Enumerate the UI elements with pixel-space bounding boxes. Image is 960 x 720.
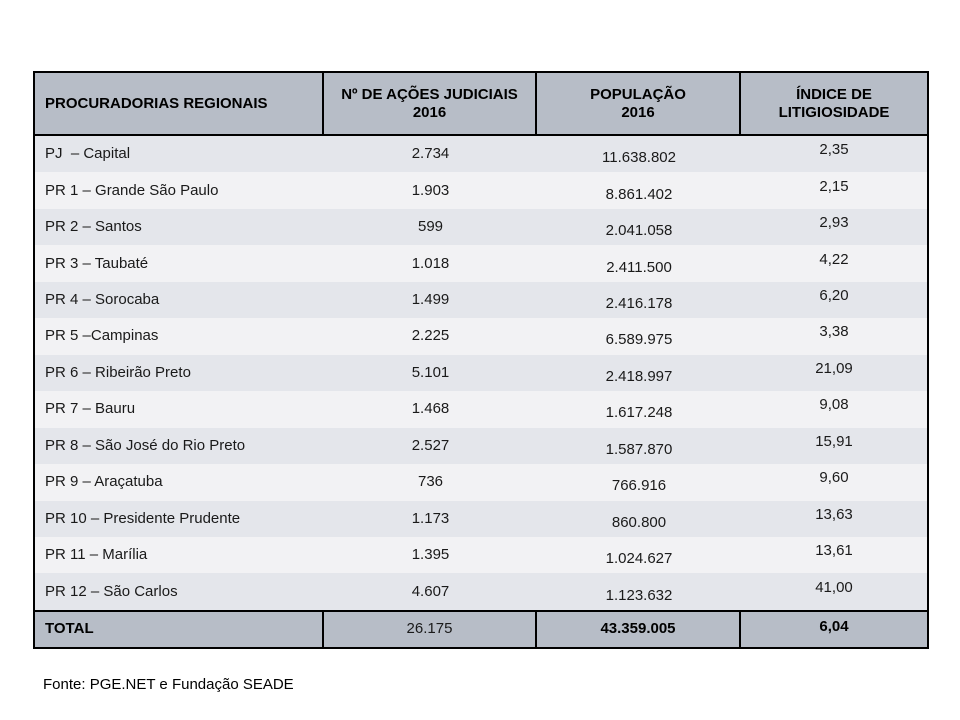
region-cell: PR 9 – Araçatuba xyxy=(45,473,163,491)
indice-cell xyxy=(741,209,927,245)
populacao-cell xyxy=(537,282,741,318)
column-header-procuradorias xyxy=(35,73,324,134)
populacao-value: 6.589.975 xyxy=(605,331,673,349)
populacao-value: 2.411.500 xyxy=(606,258,672,276)
table-row xyxy=(35,464,927,500)
indice-cell xyxy=(741,245,927,281)
indice-value: 6,20 xyxy=(819,287,849,305)
acoes-cell: 2.225 xyxy=(411,327,450,345)
populacao-cell xyxy=(537,209,741,245)
region-cell: PR 8 – São José do Rio Preto xyxy=(45,436,246,454)
populacao-cell xyxy=(537,245,741,281)
populacao-value: 766.916 xyxy=(611,477,667,495)
indice-cell xyxy=(741,573,927,609)
table-row xyxy=(35,172,927,208)
region-cell: PR 1 – Grande São Paulo xyxy=(45,181,219,199)
column-header-label: Nº DE AÇÕES JUDICIAIS xyxy=(341,85,518,103)
populacao-value: 1.024.627 xyxy=(605,550,673,568)
indice-cell xyxy=(741,136,927,172)
populacao-cell xyxy=(537,355,741,391)
indice-value: 3,38 xyxy=(819,323,849,341)
total-label-cell: TOTAL xyxy=(35,612,324,647)
indice-value: 21,09 xyxy=(815,359,853,377)
litigiosity-table xyxy=(33,71,929,649)
total-populacao-cell xyxy=(537,612,741,647)
region-cell: PR 4 – Sorocaba xyxy=(45,291,160,309)
indice-value: 4,22 xyxy=(819,250,849,268)
region-cell: PR 7 – Bauru xyxy=(45,400,136,418)
indice-cell xyxy=(741,428,927,464)
populacao-value: 2.041.058 xyxy=(605,222,673,240)
region-cell: PR 11 – Marília xyxy=(45,546,148,564)
table-row xyxy=(35,209,927,245)
indice-cell xyxy=(741,537,927,573)
acoes-cell: 1.395 xyxy=(411,546,450,564)
total-indice-cell xyxy=(741,612,927,647)
indice-cell xyxy=(741,501,927,537)
total-indice-value: 6,04 xyxy=(819,618,849,636)
total-acoes-cell: 26.175 xyxy=(324,612,537,647)
column-header-indice xyxy=(741,73,927,134)
region-cell: PJ – Capital xyxy=(45,145,131,163)
populacao-value: 1.587.870 xyxy=(605,440,673,458)
region-cell: PR 3 – Taubaté xyxy=(45,254,149,272)
source-note: Fonte: PGE.NET e Fundação SEADE xyxy=(43,676,294,693)
table-header-row xyxy=(35,73,927,136)
populacao-cell xyxy=(537,318,741,354)
table-row xyxy=(35,501,927,537)
region-cell: PR 2 – Santos xyxy=(45,218,142,236)
column-header-sublabel: 2016 xyxy=(621,103,655,121)
table-row xyxy=(35,391,927,427)
populacao-cell xyxy=(537,573,741,609)
acoes-cell: 599 xyxy=(417,218,444,236)
populacao-cell xyxy=(537,172,741,208)
table-row xyxy=(35,537,927,573)
table-total-row xyxy=(35,610,927,647)
indice-value: 2,15 xyxy=(819,177,849,195)
populacao-value: 2.416.178 xyxy=(605,295,673,313)
indice-value: 15,91 xyxy=(815,432,853,450)
region-cell: PR 12 – São Carlos xyxy=(45,582,178,600)
indice-cell xyxy=(741,318,927,354)
acoes-cell: 1.468 xyxy=(411,400,450,418)
indice-value: 9,08 xyxy=(819,396,849,414)
indice-cell xyxy=(741,391,927,427)
populacao-cell xyxy=(537,136,741,172)
column-header-sublabel: LITIGIOSIDADE xyxy=(778,103,890,121)
acoes-cell: 2.527 xyxy=(411,436,450,454)
column-header-acoes-judiciais xyxy=(324,73,537,134)
column-header-label: ÍNDICE DE xyxy=(796,85,872,103)
populacao-value: 8.861.402 xyxy=(605,185,673,203)
total-populacao-value: 43.359.005 xyxy=(600,620,676,638)
acoes-cell: 2.734 xyxy=(411,145,450,163)
indice-value: 41,00 xyxy=(815,578,853,596)
region-cell: PR 5 –Campinas xyxy=(45,327,159,345)
table-row xyxy=(35,282,927,318)
populacao-value: 1.617.248 xyxy=(605,404,673,422)
acoes-cell: 1.018 xyxy=(411,254,450,272)
populacao-cell xyxy=(537,501,741,537)
column-header-label: PROCURADORIAS REGIONAIS xyxy=(45,94,268,112)
populacao-cell xyxy=(537,391,741,427)
table-row xyxy=(35,318,927,354)
indice-value: 13,63 xyxy=(815,505,853,523)
column-header-populacao xyxy=(537,73,741,134)
populacao-value: 2.418.997 xyxy=(605,367,673,385)
acoes-cell: 4.607 xyxy=(411,582,450,600)
populacao-value: 860.800 xyxy=(611,513,667,531)
populacao-value: 1.123.632 xyxy=(605,586,673,604)
populacao-cell xyxy=(537,537,741,573)
indice-cell xyxy=(741,172,927,208)
indice-cell xyxy=(741,282,927,318)
table-row xyxy=(35,355,927,391)
acoes-cell: 5.101 xyxy=(411,363,450,381)
indice-value: 9,60 xyxy=(819,469,849,487)
table-row xyxy=(35,136,927,172)
region-cell: PR 6 – Ribeirão Preto xyxy=(45,363,191,381)
populacao-value: 11.638.802 xyxy=(602,149,676,167)
populacao-cell xyxy=(537,428,741,464)
column-header-label: POPULAÇÃO xyxy=(590,85,686,103)
indice-value: 13,61 xyxy=(815,542,853,560)
acoes-cell: 736 xyxy=(417,473,444,491)
indice-value: 2,35 xyxy=(819,141,849,159)
table-row xyxy=(35,428,927,464)
table-row xyxy=(35,245,927,281)
acoes-cell: 1.499 xyxy=(411,291,450,309)
column-header-sublabel: 2016 xyxy=(412,103,447,121)
region-cell: PR 10 – Presidente Prudente xyxy=(45,509,241,527)
acoes-cell: 1.903 xyxy=(411,181,450,199)
indice-value: 2,93 xyxy=(819,214,849,232)
table-row xyxy=(35,573,927,609)
indice-cell xyxy=(741,464,927,500)
acoes-cell: 1.173 xyxy=(411,509,450,527)
populacao-cell xyxy=(537,464,741,500)
indice-cell xyxy=(741,355,927,391)
